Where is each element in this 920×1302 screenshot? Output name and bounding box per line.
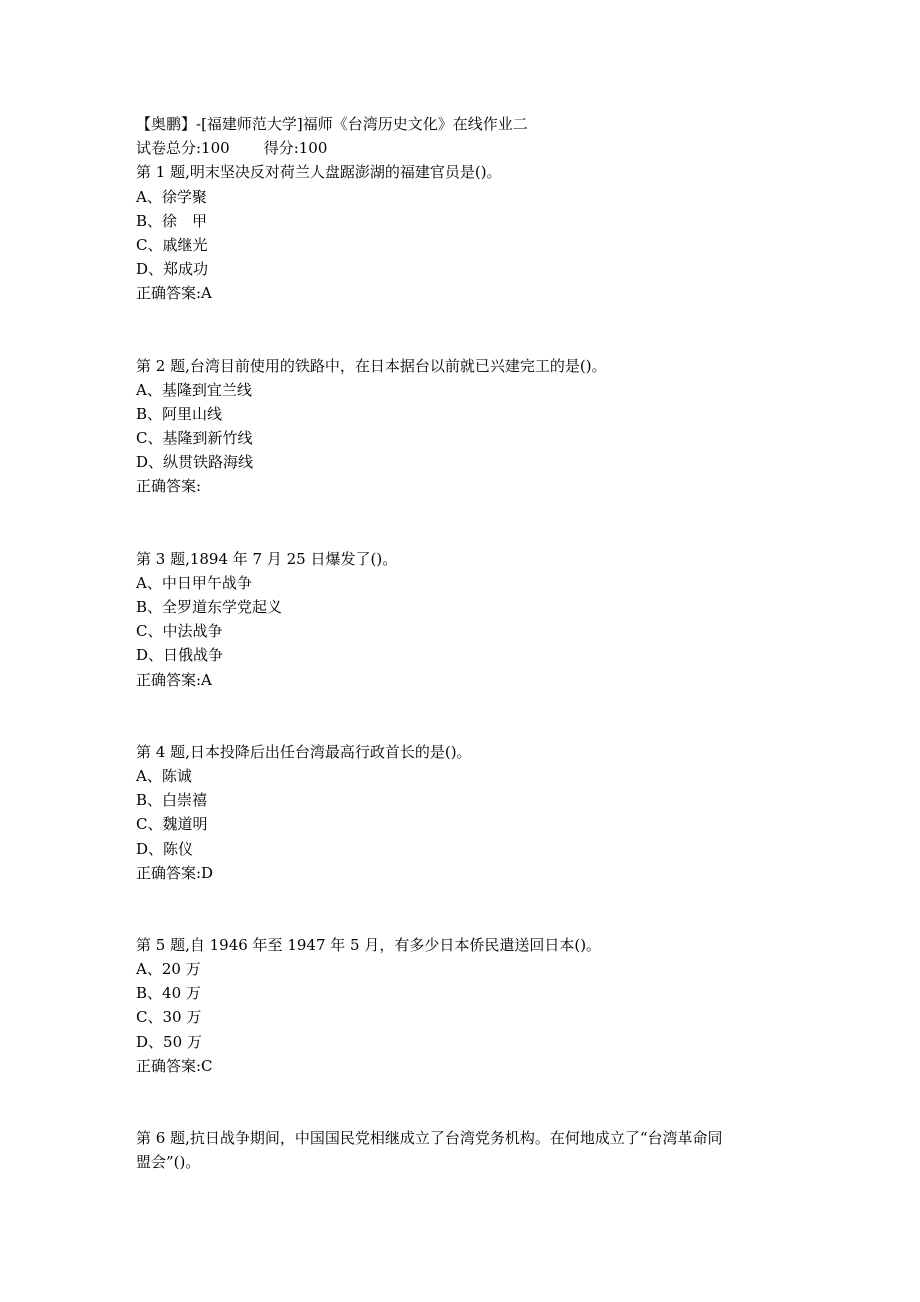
option-d: D、日俄战争 xyxy=(136,646,224,665)
document-title: 【奥鹏】-[福建师范大学]福师《台湾历史文化》在线作业二 xyxy=(136,115,528,133)
option-b: B、40 万 xyxy=(136,984,201,1003)
option-d: D、郑成功 xyxy=(136,260,209,279)
option-d: D、纵贯铁路海线 xyxy=(136,453,254,472)
option-b: B、全罗道东学党起义 xyxy=(136,598,283,616)
correct-answer: 正确答案: xyxy=(136,477,202,496)
option-a: A、中日甲午战争 xyxy=(136,573,252,592)
question-text-line-2: 盟会”()。 xyxy=(136,1153,201,1172)
question-2 xyxy=(136,354,796,499)
option-d: D、陈仪 xyxy=(136,839,194,858)
option-b: B、阿里山线 xyxy=(136,404,223,423)
correct-answer: 正确答案:A xyxy=(136,284,212,303)
question-3 xyxy=(136,547,796,692)
total-score: 试卷总分:100 xyxy=(136,139,230,158)
option-c: C、戚继光 xyxy=(136,235,208,254)
option-c: C、魏道明 xyxy=(136,815,208,834)
question-text: 第 2 题,台湾目前使用的铁路中，在日本据台以前就已兴建完工的是()。 xyxy=(136,356,607,375)
question-text: 第 4 题,日本投降后出任台湾最高行政首长的是()。 xyxy=(136,742,472,761)
option-c: C、中法战争 xyxy=(136,622,223,641)
question-6 xyxy=(136,1126,796,1174)
obtained-score: 得分:100 xyxy=(263,139,328,158)
document-page xyxy=(136,112,796,1222)
question-text-line-1: 第 6 题,抗日战争期间，中国国民党相继成立了台湾党务机构。在何地成立了“台湾革命同 xyxy=(136,1129,723,1147)
option-c: C、30 万 xyxy=(136,1008,202,1027)
question-text: 第 5 题,自 1946 年至 1947 年 5 月，有多少日本侨民遣送回日本()。 xyxy=(136,935,602,954)
correct-answer: 正确答案:A xyxy=(136,670,212,689)
option-a: A、基隆到宜兰线 xyxy=(136,380,252,399)
question-text: 第 1 题,明末坚决反对荷兰人盘踞澎湖的福建官员是()。 xyxy=(136,163,502,182)
correct-answer: 正确答案:C xyxy=(136,1056,213,1075)
option-a: A、陈诚 xyxy=(136,766,192,785)
correct-answer: 正确答案:D xyxy=(136,863,214,882)
option-b: B、白崇禧 xyxy=(136,791,208,810)
option-a: A、徐学聚 xyxy=(136,187,207,206)
option-b: B、徐 甲 xyxy=(136,211,208,230)
question-4 xyxy=(136,740,796,885)
option-a: A、20 万 xyxy=(136,960,201,979)
option-c: C、基隆到新竹线 xyxy=(136,429,253,448)
question-1 xyxy=(136,160,796,305)
option-d: D、50 万 xyxy=(136,1032,202,1051)
question-text: 第 3 题,1894 年 7 月 25 日爆发了()。 xyxy=(136,549,398,568)
score-row xyxy=(136,136,796,160)
question-5 xyxy=(136,933,796,1078)
